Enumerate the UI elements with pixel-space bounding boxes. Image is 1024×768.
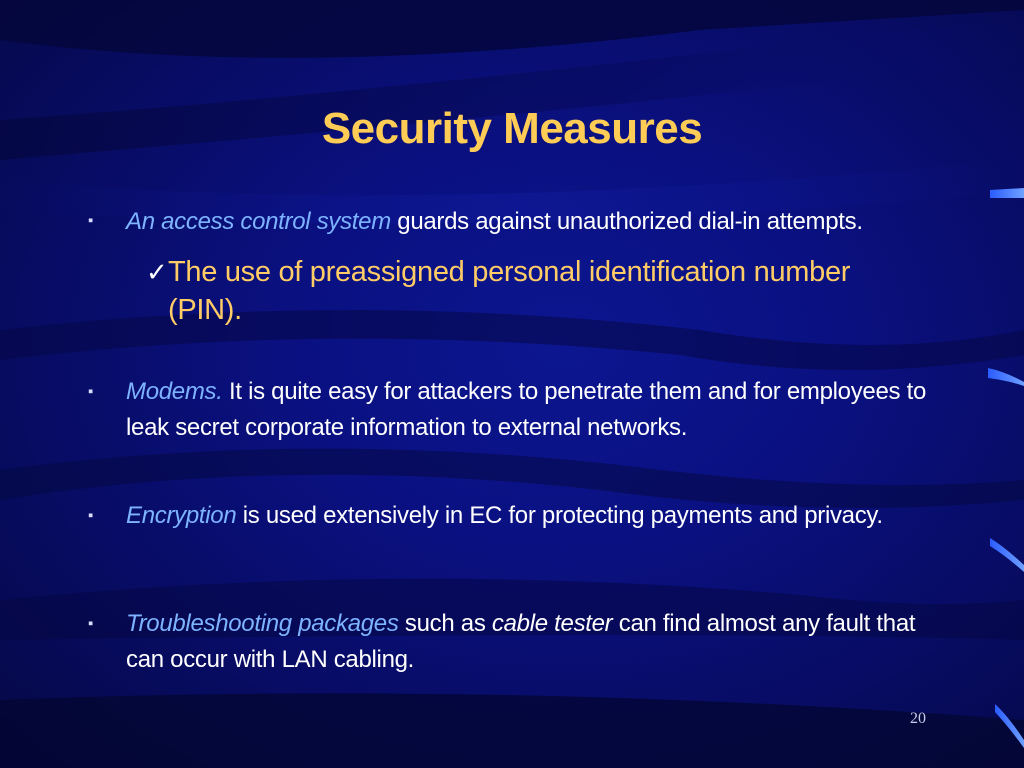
- sub-item-1: [146, 253, 926, 329]
- emphasis-text: Encryption: [126, 502, 237, 529]
- emphasis-text: Modems.: [126, 378, 223, 405]
- square-bullet-icon: ▪: [88, 615, 94, 632]
- bullet-item-4: [126, 606, 926, 678]
- body-text: such as: [398, 610, 492, 637]
- body-text: guards against unauthorized dial-in attempts.: [390, 208, 863, 235]
- body-text: It is quite easy for attackers to penetrate them and for employees to leak secret corporate information to external networks.: [126, 378, 926, 441]
- bullet-item-3: [126, 498, 926, 534]
- emphasis-text: Troubleshooting packages: [126, 610, 399, 637]
- body-text: is used extensively in EC for protecting payments and privacy.: [236, 502, 883, 529]
- checkmark-icon: ✓: [146, 257, 168, 287]
- page-number: 20: [910, 710, 926, 727]
- body-text-2: can find almost any fault that can occur with LAN cabling.: [126, 610, 916, 673]
- emphasis-text: An access control system: [126, 208, 391, 235]
- bullet-item-1: [126, 204, 926, 240]
- bullet-item-2: [126, 374, 926, 446]
- slide-title: Security Measures: [321, 104, 703, 153]
- square-bullet-icon: ▪: [88, 383, 94, 400]
- sub-item-text: The use of preassigned personal identification number (PIN).: [168, 256, 851, 326]
- emphasis-text-2: cable tester: [491, 610, 613, 637]
- square-bullet-icon: ▪: [88, 212, 94, 229]
- square-bullet-icon: ▪: [88, 507, 94, 524]
